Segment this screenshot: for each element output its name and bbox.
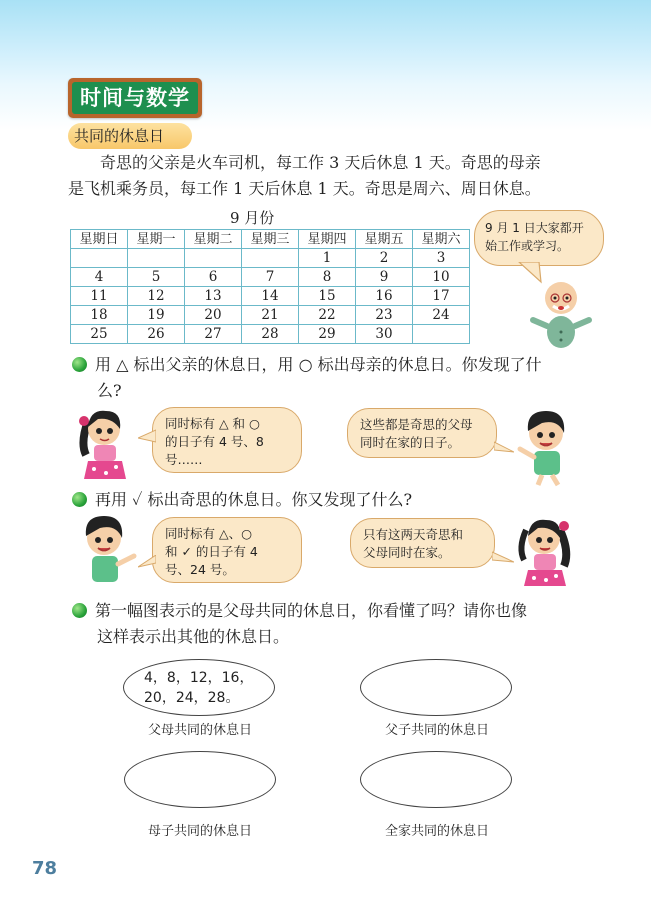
day-cell: 12 [128,287,185,306]
day-cell: 10 [413,268,470,287]
grandpa-character-icon [525,270,605,350]
day-cell: 14 [242,287,299,306]
day-cell: 19 [128,306,185,325]
bubble-line: 始工作或学习。 [485,239,570,253]
day-cell: 2 [356,249,413,268]
bubble-line: 号、24 号。 [165,562,235,577]
mother-son-rest-days-label: 母子共同的休息日 [147,824,252,839]
day-cell [71,249,128,268]
day-cell: 23 [356,306,413,325]
bubble-line: 只有这两天奇思和 [363,527,464,542]
boy-speech-bubble-2 [152,517,302,583]
bubble-line: 的日子有 4 号、8 [165,434,264,449]
day-cell: 13 [185,287,242,306]
weekday-header: 星期二 [185,230,242,249]
day-cell: 7 [242,268,299,287]
day-cell: 18 [71,306,128,325]
day-cell: 24 [413,306,470,325]
boy-speech-bubble-1 [347,408,497,458]
bullet-dot-icon [72,492,87,507]
page-number: 78 [32,858,58,879]
bubble-line: 号…… [165,452,203,467]
day-cell [128,249,185,268]
question-3 [72,598,622,650]
calendar-header-row [71,230,470,249]
bubble-line: 和 ✓ 的日子有 4 [165,544,258,559]
day-cell: 5 [128,268,185,287]
mother-son-rest-days-ellipse[interactable] [124,751,276,808]
day-cell: 27 [185,325,242,344]
calendar-title: 9 月份 [230,209,275,227]
day-cell: 9 [356,268,413,287]
weekday-header: 星期一 [128,230,185,249]
day-cell: 17 [413,287,470,306]
day-cell: 16 [356,287,413,306]
weekday-header: 星期四 [299,230,356,249]
day-cell [413,325,470,344]
day-cell: 28 [242,325,299,344]
bullet-dot-icon [72,603,87,618]
day-cell: 11 [71,287,128,306]
day-cell: 26 [128,325,185,344]
day-cell: 6 [185,268,242,287]
day-cell: 1 [299,249,356,268]
intro-line-2: 是飞机乘务员，每工作 1 天后休息 1 天。奇思是周六、周日休息。 [68,179,541,198]
day-cell: 3 [413,249,470,268]
bubble-tail-icon [138,555,156,571]
question-1 [72,352,622,404]
bubble-line: 这些都是奇思的父母 [360,417,473,432]
weekday-header: 星期六 [413,230,470,249]
grandpa-speech-bubble [474,210,604,266]
question-1-line-2: 么? [97,381,122,400]
ellipse-content-line-2: 20，24，28。 [144,690,240,706]
father-son-rest-days-label: 父子共同的休息日 [384,723,489,738]
bubble-tail-icon [138,428,156,444]
day-cell: 8 [299,268,356,287]
day-cell [242,249,299,268]
day-cell [185,249,242,268]
weekday-header: 星期五 [356,230,413,249]
question-3-line-1: 第一幅图表示的是父母共同的休息日，你看懂了吗？请你也像 [95,601,528,620]
section-title: 时间与数学 [72,82,198,114]
weekday-header: 星期日 [71,230,128,249]
day-cell: 21 [242,306,299,325]
ellipse-content [144,668,253,708]
section-title-badge [68,78,202,118]
question-2-line-1: 再用 ✓ 标出奇思的休息日。你又发现了什么? [95,490,413,509]
question-1-line-1: 用 △ 标出父亲的休息日，用 ○ 标出母亲的休息日。你发现了什 [95,355,542,374]
bubble-tail-icon [494,440,514,456]
father-son-rest-days-ellipse[interactable] [360,659,512,716]
bullet-dot-icon [72,357,87,372]
bubble-line: 父母同时在家。 [363,545,451,560]
weekday-header: 星期三 [242,230,299,249]
girl-speech-bubble-2 [350,518,495,568]
question-3-line-2: 这样表示出其他的休息日。 [97,627,290,646]
day-cell: 22 [299,306,356,325]
calendar-week-row [71,287,470,306]
calendar-table [70,229,470,344]
question-2 [72,487,622,513]
girl-character-icon [76,403,134,485]
bubble-line: 同时在家的日子。 [360,435,461,450]
bubble-line: 同时标有 △ 和 ○ [165,416,260,431]
intro-line-1: 奇思的父亲是火车司机，每工作 3 天后休息 1 天。奇思的母亲 [100,153,541,172]
parents-rest-days-label: 父母共同的休息日 [147,723,252,738]
bubble-tail-icon [492,550,514,566]
calendar-week-row [71,249,470,268]
intro-paragraph [68,150,608,202]
boy-character-icon [76,512,142,592]
calendar-week-row [71,268,470,287]
ellipse-content-line-1: 4，8，12，16， [144,670,254,686]
parents-rest-days-ellipse [123,659,275,716]
subtitle-badge: 共同的休息日 [68,123,192,149]
calendar-week-row [71,306,470,325]
whole-family-rest-days-label: 全家共同的休息日 [384,824,489,839]
bubble-line: 9 月 1 日大家都开 [485,221,584,235]
whole-family-rest-days-ellipse[interactable] [360,751,512,808]
calendar-week-row [71,325,470,344]
boy-character-icon [512,405,574,487]
girl-speech-bubble-1 [152,407,302,473]
day-cell: 4 [71,268,128,287]
day-cell: 20 [185,306,242,325]
girl-character-icon [512,512,574,594]
day-cell: 30 [356,325,413,344]
day-cell: 29 [299,325,356,344]
day-cell: 25 [71,325,128,344]
bubble-line: 同时标有 △、○ [165,526,252,541]
day-cell: 15 [299,287,356,306]
